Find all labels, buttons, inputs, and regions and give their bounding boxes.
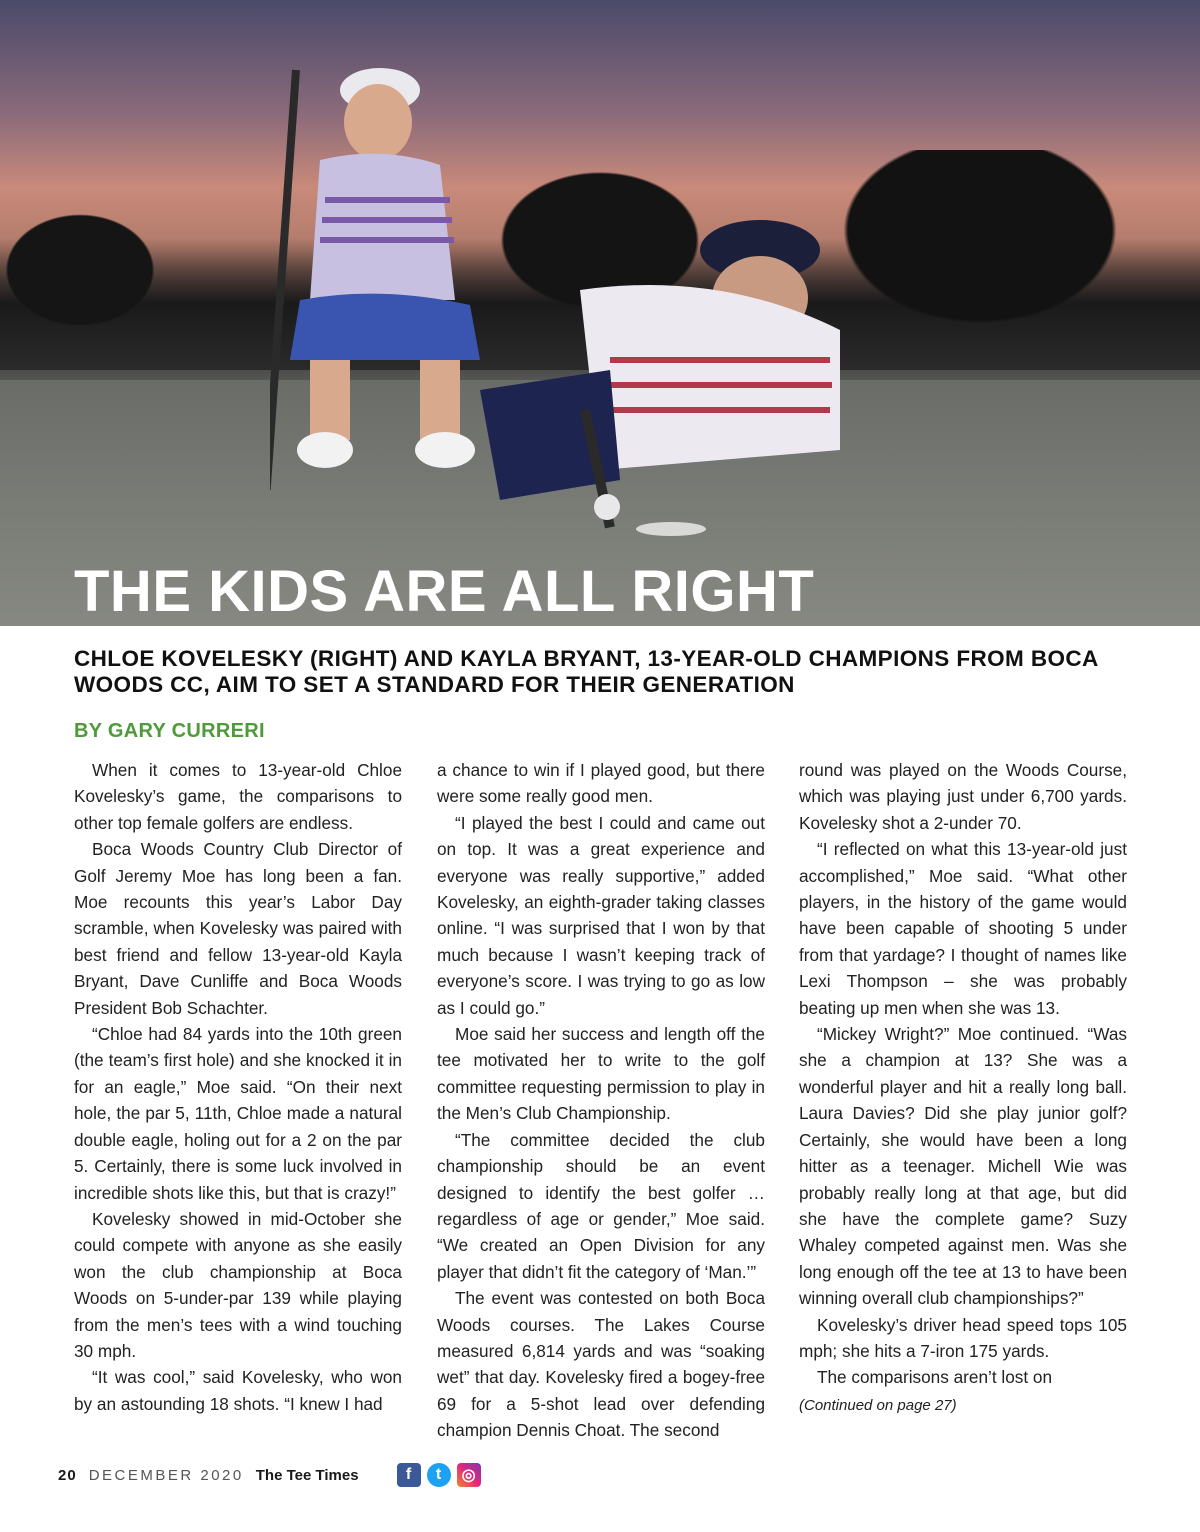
twitter-icon[interactable]: t: [427, 1463, 451, 1487]
social-links: [397, 1463, 481, 1487]
paragraph: Moe said her success and length off the tee motivated her to write to the golf committee requesting permission to play in the Men’s Club Championship.: [437, 1024, 765, 1124]
paragraph: The comparisons aren’t lost on: [817, 1367, 1053, 1388]
headline: THE KIDS ARE ALL RIGHT: [74, 559, 815, 624]
paragraph: When it comes to 13-year-old Chloe Kovelesky’s game, the comparisons to other top female golfers are endless.: [74, 760, 402, 833]
paragraph: Kovelesky showed in mid-October she could compete with anyone as she easily won the club championship at Boca Woods on 5-under-par 139 while playing from the men’s tees with a wind touching 30 mph.: [74, 1208, 402, 1361]
page-footer: [58, 1463, 481, 1487]
issue-date: DECEMBER 2020: [88, 1466, 244, 1484]
paragraph: Kovelesky’s driver head speed tops 105 mph; she hits a 7-iron 175 yards.: [799, 1314, 1127, 1361]
paragraph: round was played on the Woods Course, which was playing just under 6,700 yards. Kovelesky shot a 2-under 70.: [799, 760, 1127, 833]
continued-note[interactable]: (Continued on page 27): [799, 1396, 957, 1414]
instagram-icon[interactable]: ◎: [457, 1463, 481, 1487]
byline: BY GARY CURRERI: [74, 720, 265, 742]
golfer-lying-figure: [460, 210, 880, 530]
paragraph: Boca Woods Country Club Director of Golf Jeremy Moe has long been a fan. Moe recounts this year’s Labor Day scramble, when Kovelesky was paired with best friend and fellow 13-year-old Kayla Bryant, Dave Cunliffe and Boca Woods President Bob Schachter.: [74, 839, 402, 1018]
publication-name: The Tee Times: [255, 1466, 359, 1484]
article-column-1: [74, 757, 402, 1417]
golf-ball: [594, 494, 620, 520]
article-column-2: [437, 757, 765, 1444]
paragraph: “Mickey Wright?” Moe continued. “Was she a champion at 13? She was a wonderful player and hit a really long ball. Laura Davies? Did she play junior golf? Certainly, she would have been a long hitter as a teenager. Michell Wie was probably really long at that age, but did she have the complete game? Suzy Whaley competed against men. Was she long enough off the tee at 13 to have been winning overall club championships?”: [799, 1024, 1127, 1309]
paragraph: “The committee decided the club championship should be an event designed to identify the best golfer … regardless of age or gender,” Moe said. “We created an Open Division for any player that didn’t fit the category of ‘Man.’”: [437, 1129, 765, 1282]
facebook-icon[interactable]: f: [397, 1463, 421, 1487]
page-number: 20: [58, 1466, 77, 1484]
hero-photo: [0, 0, 1200, 626]
paragraph: The event was contested on both Boca Woods courses. The Lakes Course measured 6,814 yards and was “soaking wet” that day. Kovelesky fired a bogey-free 69 for a 5-shot lead over defending champion Dennis Choat. The second: [437, 1288, 765, 1441]
article-column-3: [799, 757, 1127, 1419]
paragraph: “I played the best I could and came out on top. It was a great experience and everyone was really supportive,” added Kovelesky, an eighth-grader taking classes online. “I was surprised that I won by that much because I wasn’t keeping track of everyone’s score. I was trying to go as low as I could go.”: [437, 812, 765, 1018]
golf-cup: [636, 522, 706, 536]
paragraph: “I reflected on what this 13-year-old just accomplished,” Moe said. “What other players, in the history of the game would have been capable of shooting 5 under from that yardage? I thought of names like Lexi Thompson – she was probably beating up men when she was 13.: [799, 839, 1127, 1018]
subheadline: CHLOE KOVELESKY (RIGHT) AND KAYLA BRYANT, 13-YEAR-OLD CHAMPIONS FROM BOCA WOODS CC, AIM TO SET A STANDARD FOR THEIR GENERATION: [74, 646, 1098, 697]
paragraph: a chance to win if I played good, but there were some really good men.: [437, 760, 765, 807]
paragraph: “It was cool,” said Kovelesky, who won by an astounding 18 shots. “I knew I had: [74, 1367, 402, 1414]
paragraph: “Chloe had 84 yards into the 10th green (the team’s first hole) and she knocked it in for an eagle,” Moe said. “On their next hole, the par 5, 11th, Chloe made a natural double eagle, holing out for a 2 on the par 5. Certainly, there is some luck involved in incredible shots like this, but that is crazy!”: [74, 1024, 402, 1203]
